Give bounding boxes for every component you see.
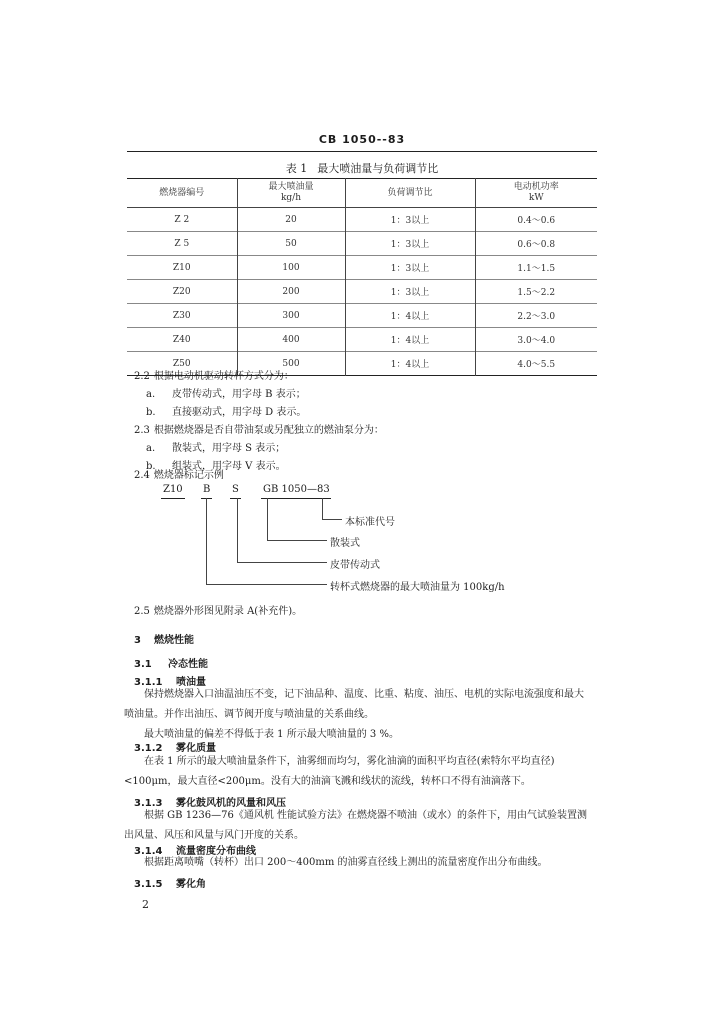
cell-model: Z 2 xyxy=(174,214,190,225)
cell-model: Z30 xyxy=(172,310,191,321)
list-item xyxy=(146,385,306,400)
legend-assembly: 散装式 xyxy=(330,538,360,549)
section-number: 2.5 xyxy=(134,606,150,617)
list-text: 皮带传动式，用字母 B 表示； xyxy=(172,389,306,400)
table-row xyxy=(127,256,597,280)
cell-max-oil: 20 xyxy=(237,208,345,232)
paragraph: 在表 1 所示的最大喷油量条件下，油雾细而均匀，雾化油滴的面积平均直径(索特尔平均直径)<100μm，最大直径<200μm。没有大的油滴飞溅和线状的流线，转杯口不得有油滴落下。 xyxy=(124,756,555,787)
underline xyxy=(261,498,331,499)
col-header-model: 燃烧器编号 xyxy=(159,187,205,198)
section-number: 3 xyxy=(134,635,141,646)
section-number: 3.1.4 xyxy=(134,846,163,857)
section-number: 2.3 xyxy=(134,425,150,436)
cell-max-oil: 400 xyxy=(237,328,345,352)
list-label: b. xyxy=(146,461,156,472)
col-header-motor-power: 电动机功率 kW xyxy=(475,179,597,208)
list-label: a. xyxy=(146,443,156,454)
cell-model: Z20 xyxy=(172,286,191,297)
list-item xyxy=(146,439,285,454)
table-caption-number: 表 1 xyxy=(285,162,308,175)
cell-max-oil: 500 xyxy=(237,352,345,376)
standard-header: CB 1050--83 xyxy=(318,133,406,146)
section-title: 燃烧性能 xyxy=(154,635,194,646)
section-text: 根据电动机驱动转杯方式分为： xyxy=(153,371,294,382)
col-header-turndown: 负荷调节比 xyxy=(345,179,475,208)
list-item xyxy=(146,403,306,418)
section-text: 燃烧器标记示例 xyxy=(153,470,224,481)
cell-turndown: 1：3以上 xyxy=(345,208,475,232)
leader-line xyxy=(237,498,238,562)
section-number: 2.4 xyxy=(134,470,150,481)
section-2-2 xyxy=(134,367,294,382)
leader-line xyxy=(267,540,327,541)
list-text: 组装式，用字母 V 表示。 xyxy=(172,461,286,472)
cell-turndown: 1：3以上 xyxy=(345,280,475,304)
table-row xyxy=(127,304,597,328)
underline xyxy=(230,498,241,499)
cell-model: Z50 xyxy=(172,358,191,369)
section-title: 雾化角 xyxy=(176,879,206,890)
section-title: 雾化质量 xyxy=(176,743,216,754)
leader-line xyxy=(267,498,268,540)
cell-turndown: 1：3以上 xyxy=(345,256,475,280)
cell-model: Z 5 xyxy=(174,238,190,249)
section-text: 燃烧器外形图见附录 A(补充件)。 xyxy=(153,606,303,617)
burner-table xyxy=(127,178,597,376)
cell-turndown: 1：3以上 xyxy=(345,232,475,256)
col-header-max-oil: 最大喷油量 kg/h xyxy=(237,179,345,208)
cell-model: Z40 xyxy=(172,334,191,345)
table-caption xyxy=(127,160,597,176)
cell-motor-power: 2.2～3.0 xyxy=(475,304,597,328)
cell-motor-power: 0.4～0.6 xyxy=(475,208,597,232)
list-text: 散装式，用字母 S 表示； xyxy=(172,443,286,454)
cell-motor-power: 0.6～0.8 xyxy=(475,232,597,256)
cell-motor-power: 1.1～1.5 xyxy=(475,256,597,280)
cell-model: Z10 xyxy=(172,262,191,273)
section-number: 3.1.5 xyxy=(134,879,163,890)
table-row xyxy=(127,328,597,352)
section-number: 3.1.2 xyxy=(134,743,163,754)
list-text: 直接驱动式，用字母 D 表示。 xyxy=(172,407,307,418)
table-row xyxy=(127,208,597,232)
leader-line xyxy=(322,498,323,519)
code-assembly: S xyxy=(232,484,239,495)
code-drive: B xyxy=(203,484,211,495)
cell-max-oil: 300 xyxy=(237,304,345,328)
section-title: 喷油量 xyxy=(176,677,206,688)
paragraph: 最大喷油量的偏差不得低于表 1 所示最大喷油量的 3 %。 xyxy=(144,729,399,740)
section-3-heading xyxy=(134,631,194,646)
paragraph: 保持燃烧器入口油温油压不变，记下油品种、温度、比重、粘度、油压、电机的实际电流强度和最大喷油量。并作出油压、调节阀开度与喷油量的关系曲线。 xyxy=(124,689,584,720)
section-number: 2.2 xyxy=(134,371,150,382)
cell-turndown: 1：4以上 xyxy=(345,328,475,352)
cell-turndown: 1：4以上 xyxy=(345,352,475,376)
cell-turndown: 1：4以上 xyxy=(345,304,475,328)
section-3-1-heading xyxy=(134,655,208,670)
section-number: 3.1.1 xyxy=(134,677,163,688)
paragraph: 根据 GB 1236—76《通风机 性能试验方法》在燃烧器不喷油（或水）的条件下，用由气试验装置测出风量、风压和风量与风门开度的关系。 xyxy=(124,810,588,841)
code-standard: GB 1050—83 xyxy=(263,484,330,495)
list-label: a. xyxy=(146,389,156,400)
cell-max-oil: 50 xyxy=(237,232,345,256)
legend-drive: 皮带传动式 xyxy=(330,560,380,571)
code-model: Z10 xyxy=(163,484,183,495)
table-header-row xyxy=(127,179,597,208)
section-2-4 xyxy=(134,466,224,481)
legend-model: 转杯式燃烧器的最大喷油量为 100kg/h xyxy=(330,582,505,593)
legend-standard-code: 本标准代号 xyxy=(345,517,395,528)
section-title: 流量密度分布曲线 xyxy=(176,846,256,857)
section-number: 3.1 xyxy=(134,659,152,670)
cell-max-oil: 100 xyxy=(237,256,345,280)
page-number: 2 xyxy=(142,898,149,911)
section-number: 3.1.3 xyxy=(134,798,163,809)
paragraph: 根据距离喷嘴（转杯）出口 200～400mm 的油雾直径线上测出的流量密度作出分布曲线。 xyxy=(144,857,548,868)
section-2-5 xyxy=(134,602,302,617)
list-label: b. xyxy=(146,407,156,418)
underline xyxy=(161,498,185,499)
leader-line xyxy=(206,584,327,585)
table-caption-title: 最大喷油量与负荷调节比 xyxy=(317,162,439,175)
leader-line xyxy=(237,562,327,563)
cell-motor-power: 3.0～4.0 xyxy=(475,328,597,352)
header-rule xyxy=(127,151,597,152)
section-2-3 xyxy=(134,421,384,436)
table-row xyxy=(127,232,597,256)
cell-max-oil: 200 xyxy=(237,280,345,304)
table-row xyxy=(127,280,597,304)
cell-motor-power: 4.0～5.5 xyxy=(475,352,597,376)
section-title: 冷态性能 xyxy=(168,659,208,670)
cell-motor-power: 1.5～2.2 xyxy=(475,280,597,304)
section-3-1-5-heading xyxy=(134,875,206,890)
section-text: 根据燃烧器是否自带油泵或另配独立的燃油泵分为： xyxy=(153,425,384,436)
leader-line xyxy=(206,498,207,584)
section-title: 雾化鼓风机的风量和风压 xyxy=(176,798,286,809)
leader-line xyxy=(322,519,342,520)
